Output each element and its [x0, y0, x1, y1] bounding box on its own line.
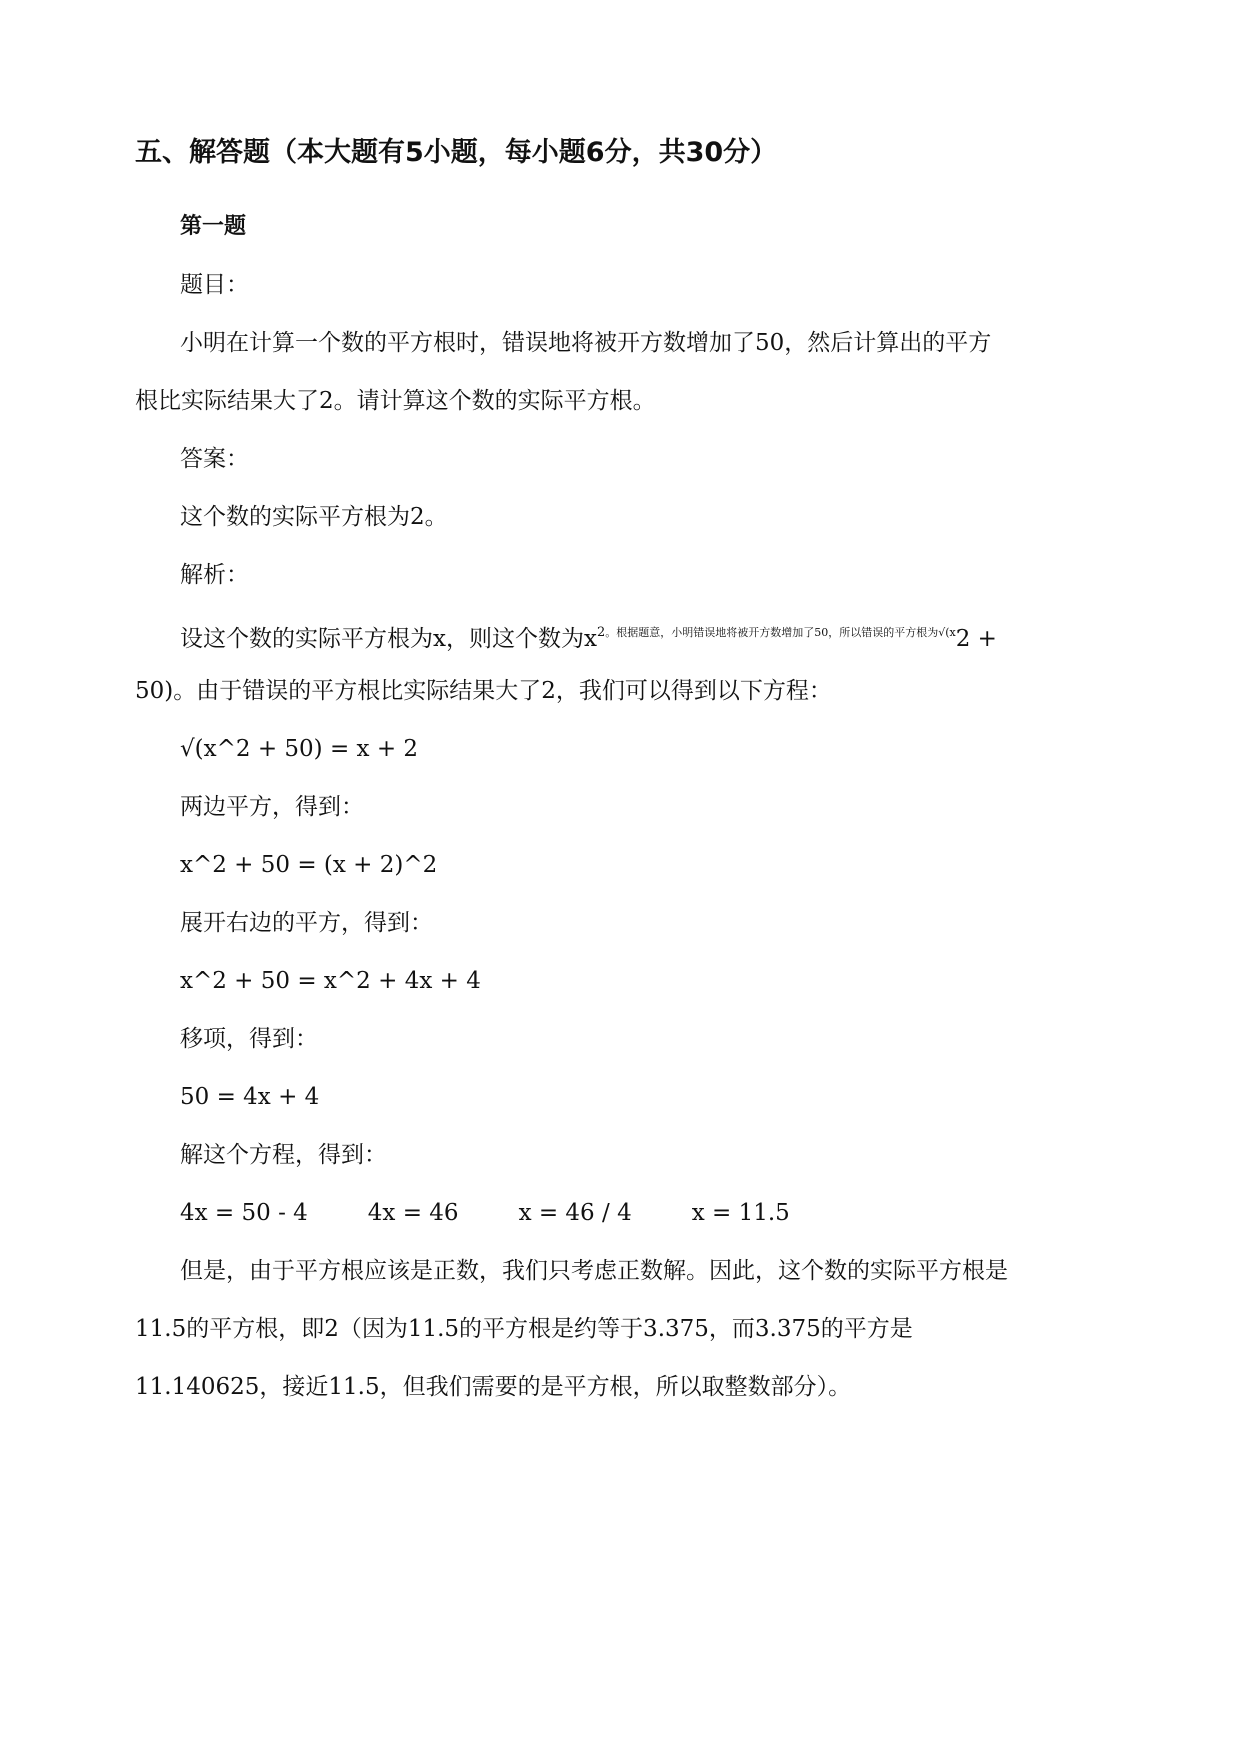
analysis-line-2: 50)。由于错误的平方根比实际结果大了2，我们可以得到以下方程：	[135, 678, 832, 704]
solve-step-4: x = 11.5	[691, 1200, 790, 1226]
conclusion-line-1: 但是，由于平方根应该是正数，我们只考虑正数解。因此，这个数的实际平方根是	[180, 1258, 1008, 1284]
equation-2: x^2 + 50 = (x + 2)^2	[180, 852, 438, 878]
analysis-line-1	[180, 618, 997, 654]
conclusion-line-2: 11.5的平方根，即2（因为11.5的平方根是约等于3.375，而3.375的平方是	[135, 1316, 913, 1342]
prompt-line-2: 根比实际结果大了2。请计算这个数的实际平方根。	[135, 388, 656, 414]
solve-steps	[180, 1198, 790, 1228]
analysis-label: 解析：	[180, 562, 249, 588]
equation-4: 50 = 4x + 4	[180, 1084, 320, 1110]
analysis-line-1-end: 2 +	[955, 626, 997, 652]
analysis-line-1-small-text: 。根据题意，小明错误地将被开方数增加了50，所以错误的平方根为√(x	[605, 626, 956, 639]
analysis-line-1-text: 设这个数的实际平方根为x，则这个数为x	[180, 626, 597, 652]
prompt-line-1: 小明在计算一个数的平方根时，错误地将被开方数增加了50，然后计算出的平方	[180, 330, 992, 356]
question-heading: 第一题	[180, 214, 247, 239]
section-title: 五、解答题（本大题有5小题，每小题6分，共30分）	[135, 137, 778, 168]
answer-label: 答案：	[180, 446, 249, 472]
step-2: 展开右边的平方，得到：	[180, 910, 433, 936]
step-1: 两边平方，得到：	[180, 794, 364, 820]
step-3: 移项，得到：	[180, 1026, 318, 1052]
conclusion-line-3: 11.140625，接近11.5，但我们需要的是平方根，所以取整数部分）。	[135, 1374, 852, 1400]
prompt-label: 题目：	[180, 272, 249, 298]
solve-step-2: 4x = 46	[367, 1200, 459, 1226]
analysis-line-1-superscript: 2	[596, 625, 606, 640]
step-4: 解这个方程，得到：	[180, 1142, 387, 1168]
equation-1: √(x^2 + 50) = x + 2	[180, 736, 419, 762]
solve-step-3: x = 46 / 4	[518, 1200, 632, 1226]
equation-3: x^2 + 50 = x^2 + 4x + 4	[180, 968, 481, 994]
solve-step-1: 4x = 50 - 4	[180, 1200, 308, 1226]
answer-text: 这个数的实际平方根为2。	[180, 504, 448, 530]
